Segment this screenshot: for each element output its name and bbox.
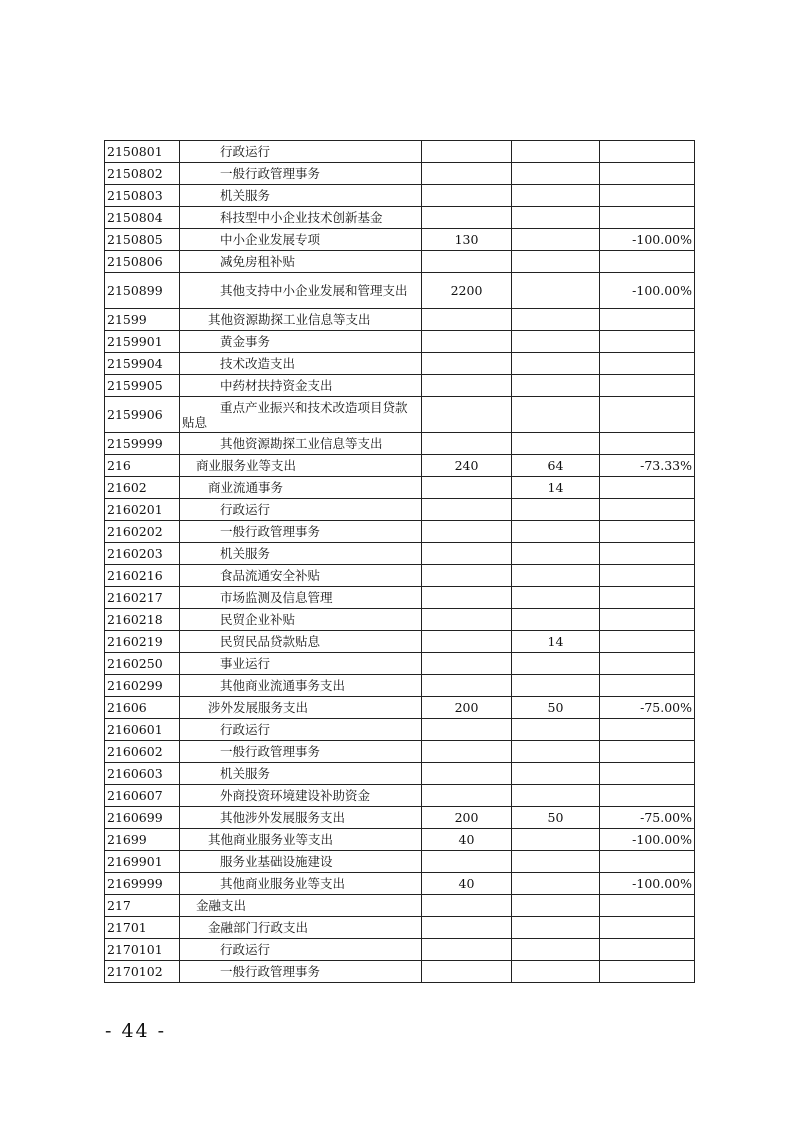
value-cell-2 <box>512 185 600 207</box>
budget-table <box>104 140 695 983</box>
value-cell-1: 130 <box>422 229 512 251</box>
value-cell-2 <box>512 331 600 353</box>
account-code-cell: 2160202 <box>105 521 180 543</box>
account-name-text: 民贸企业补贴 <box>220 612 296 627</box>
account-code-cell: 21606 <box>105 697 180 719</box>
account-name-cell <box>180 895 422 917</box>
account-name-cell <box>180 141 422 163</box>
account-name-cell <box>180 185 422 207</box>
account-name-cell <box>180 375 422 397</box>
change-percent-cell <box>600 961 695 983</box>
account-name-cell <box>180 851 422 873</box>
account-code-cell: 2160299 <box>105 675 180 697</box>
account-code-cell: 2150805 <box>105 229 180 251</box>
account-name-text: 商业流通事务 <box>208 480 284 495</box>
value-cell-1 <box>422 675 512 697</box>
value-cell-2 <box>512 763 600 785</box>
change-percent-cell: -75.00% <box>600 697 695 719</box>
account-name-text: 其他商业流通事务支出 <box>220 678 346 693</box>
table-row <box>105 499 695 521</box>
table-row <box>105 851 695 873</box>
account-name-text: 其他商业服务业等支出 <box>208 832 334 847</box>
value-cell-2 <box>512 675 600 697</box>
account-code-cell: 21602 <box>105 477 180 499</box>
account-code-cell: 2160607 <box>105 785 180 807</box>
value-cell-1 <box>422 653 512 675</box>
value-cell-1 <box>422 309 512 331</box>
change-percent-cell <box>600 939 695 961</box>
value-cell-1 <box>422 785 512 807</box>
value-cell-1 <box>422 763 512 785</box>
change-percent-cell <box>600 763 695 785</box>
value-cell-1 <box>422 141 512 163</box>
change-percent-cell <box>600 565 695 587</box>
table-row <box>105 587 695 609</box>
value-cell-2: 50 <box>512 697 600 719</box>
change-percent-cell <box>600 521 695 543</box>
account-name-cell <box>180 807 422 829</box>
value-cell-1 <box>422 609 512 631</box>
value-cell-2 <box>512 163 600 185</box>
change-percent-cell <box>600 207 695 229</box>
table-row <box>105 185 695 207</box>
account-code-cell: 2169999 <box>105 873 180 895</box>
account-code-cell: 2150801 <box>105 141 180 163</box>
table-row <box>105 375 695 397</box>
account-name-cell <box>180 653 422 675</box>
account-name-text: 机关服务 <box>220 766 271 781</box>
value-cell-2 <box>512 251 600 273</box>
table-row <box>105 353 695 375</box>
value-cell-1 <box>422 185 512 207</box>
account-name-cell <box>180 939 422 961</box>
account-name-text: 重点产业振兴和技术改造项目贷款贴息 <box>182 399 408 430</box>
value-cell-2 <box>512 653 600 675</box>
account-name-text: 一般行政管理事务 <box>220 524 321 539</box>
account-code-cell: 2169901 <box>105 851 180 873</box>
value-cell-2 <box>512 829 600 851</box>
table-row <box>105 939 695 961</box>
account-name-text: 中药材扶持资金支出 <box>220 378 333 393</box>
change-percent-cell <box>600 433 695 455</box>
value-cell-2: 14 <box>512 631 600 653</box>
account-code-cell: 2160217 <box>105 587 180 609</box>
table-row <box>105 163 695 185</box>
account-name-text: 商业服务业等支出 <box>196 458 297 473</box>
account-name-text: 机关服务 <box>220 546 271 561</box>
table-row <box>105 807 695 829</box>
account-name-text: 事业运行 <box>220 656 271 671</box>
account-code-cell: 2160250 <box>105 653 180 675</box>
account-name-cell <box>180 331 422 353</box>
account-name-cell <box>180 917 422 939</box>
account-code-cell: 21699 <box>105 829 180 851</box>
account-name-text: 金融支出 <box>196 898 247 913</box>
table-row <box>105 331 695 353</box>
table-body <box>105 141 695 983</box>
value-cell-2 <box>512 565 600 587</box>
value-cell-2 <box>512 741 600 763</box>
value-cell-2 <box>512 873 600 895</box>
account-name-cell <box>180 353 422 375</box>
account-code-cell: 21701 <box>105 917 180 939</box>
change-percent-cell <box>600 917 695 939</box>
page-number: - 44 - <box>105 1020 167 1042</box>
account-name-cell <box>180 477 422 499</box>
account-name-text: 减免房租补贴 <box>220 254 296 269</box>
value-cell-1: 200 <box>422 807 512 829</box>
table-row <box>105 455 695 477</box>
account-code-cell: 2170102 <box>105 961 180 983</box>
table-row <box>105 697 695 719</box>
account-code-cell: 2160216 <box>105 565 180 587</box>
account-code-cell: 2160218 <box>105 609 180 631</box>
account-name-cell <box>180 251 422 273</box>
account-code-cell: 2159906 <box>105 397 180 433</box>
account-name-text: 行政运行 <box>220 502 271 517</box>
change-percent-cell <box>600 499 695 521</box>
account-name-text: 市场监测及信息管理 <box>220 590 333 605</box>
table-row <box>105 763 695 785</box>
account-code-cell: 2159999 <box>105 433 180 455</box>
table-row <box>105 719 695 741</box>
value-cell-1 <box>422 543 512 565</box>
change-percent-cell <box>600 397 695 433</box>
change-percent-cell <box>600 719 695 741</box>
account-name-text: 外商投资环境建设补助资金 <box>220 788 371 803</box>
value-cell-1 <box>422 719 512 741</box>
value-cell-2 <box>512 521 600 543</box>
account-name-text: 其他支持中小企业发展和管理支出 <box>220 283 408 298</box>
change-percent-cell <box>600 309 695 331</box>
value-cell-2: 64 <box>512 455 600 477</box>
value-cell-1 <box>422 917 512 939</box>
account-code-cell: 2159901 <box>105 331 180 353</box>
account-name-cell <box>180 631 422 653</box>
account-name-text: 服务业基础设施建设 <box>220 854 333 869</box>
account-name-cell <box>180 433 422 455</box>
table-row <box>105 785 695 807</box>
account-name-cell <box>180 229 422 251</box>
account-code-cell: 2150803 <box>105 185 180 207</box>
value-cell-2 <box>512 207 600 229</box>
account-code-cell: 2159904 <box>105 353 180 375</box>
value-cell-2 <box>512 273 600 309</box>
account-name-cell <box>180 521 422 543</box>
value-cell-1 <box>422 251 512 273</box>
value-cell-1 <box>422 433 512 455</box>
table-row <box>105 273 695 309</box>
change-percent-cell <box>600 163 695 185</box>
table-row <box>105 477 695 499</box>
value-cell-2: 14 <box>512 477 600 499</box>
account-name-text: 民贸民品贷款贴息 <box>220 634 321 649</box>
account-code-cell: 2159905 <box>105 375 180 397</box>
change-percent-cell <box>600 331 695 353</box>
value-cell-1: 240 <box>422 455 512 477</box>
account-name-text: 涉外发展服务支出 <box>208 700 309 715</box>
account-code-cell: 2160602 <box>105 741 180 763</box>
table-row <box>105 653 695 675</box>
account-name-cell <box>180 543 422 565</box>
table-row <box>105 609 695 631</box>
value-cell-1 <box>422 939 512 961</box>
account-name-cell <box>180 785 422 807</box>
value-cell-2 <box>512 939 600 961</box>
account-name-text: 机关服务 <box>220 188 271 203</box>
change-percent-cell <box>600 375 695 397</box>
value-cell-2 <box>512 961 600 983</box>
change-percent-cell: -100.00% <box>600 229 695 251</box>
table-row <box>105 207 695 229</box>
table-row <box>105 397 695 433</box>
account-name-cell <box>180 719 422 741</box>
value-cell-1 <box>422 331 512 353</box>
value-cell-1 <box>422 353 512 375</box>
change-percent-cell <box>600 353 695 375</box>
table-row <box>105 741 695 763</box>
account-name-text: 一般行政管理事务 <box>220 166 321 181</box>
account-name-cell <box>180 565 422 587</box>
account-name-text: 黄金事务 <box>220 334 271 349</box>
account-name-text: 其他商业服务业等支出 <box>220 876 346 891</box>
table-row <box>105 895 695 917</box>
value-cell-1 <box>422 499 512 521</box>
value-cell-2 <box>512 543 600 565</box>
value-cell-2 <box>512 785 600 807</box>
table-row <box>105 521 695 543</box>
account-name-cell <box>180 163 422 185</box>
change-percent-cell <box>600 185 695 207</box>
account-name-cell <box>180 587 422 609</box>
table-row <box>105 917 695 939</box>
account-name-text: 中小企业发展专项 <box>220 232 321 247</box>
account-code-cell: 217 <box>105 895 180 917</box>
value-cell-2 <box>512 353 600 375</box>
account-code-cell: 2160601 <box>105 719 180 741</box>
change-percent-cell <box>600 609 695 631</box>
value-cell-1 <box>422 961 512 983</box>
change-percent-cell: -75.00% <box>600 807 695 829</box>
value-cell-2 <box>512 397 600 433</box>
change-percent-cell <box>600 653 695 675</box>
value-cell-1 <box>422 163 512 185</box>
value-cell-1 <box>422 851 512 873</box>
value-cell-1: 40 <box>422 829 512 851</box>
account-name-text: 其他涉外发展服务支出 <box>220 810 346 825</box>
account-name-cell <box>180 309 422 331</box>
change-percent-cell <box>600 895 695 917</box>
table-row <box>105 675 695 697</box>
change-percent-cell: -100.00% <box>600 829 695 851</box>
account-code-cell: 2170101 <box>105 939 180 961</box>
change-percent-cell <box>600 587 695 609</box>
account-name-cell <box>180 741 422 763</box>
account-name-cell <box>180 873 422 895</box>
value-cell-2 <box>512 895 600 917</box>
change-percent-cell: -100.00% <box>600 873 695 895</box>
value-cell-1 <box>422 587 512 609</box>
table-row <box>105 631 695 653</box>
table-row <box>105 251 695 273</box>
account-name-text: 科技型中小企业技术创新基金 <box>220 210 383 225</box>
change-percent-cell <box>600 477 695 499</box>
change-percent-cell <box>600 543 695 565</box>
change-percent-cell <box>600 741 695 763</box>
change-percent-cell <box>600 785 695 807</box>
account-code-cell: 2160603 <box>105 763 180 785</box>
account-code-cell: 2150806 <box>105 251 180 273</box>
value-cell-2 <box>512 851 600 873</box>
account-code-cell: 2160219 <box>105 631 180 653</box>
account-name-cell <box>180 207 422 229</box>
account-code-cell: 2150804 <box>105 207 180 229</box>
account-name-text: 一般行政管理事务 <box>220 964 321 979</box>
account-code-cell: 2160201 <box>105 499 180 521</box>
value-cell-2 <box>512 433 600 455</box>
account-name-cell <box>180 697 422 719</box>
value-cell-1 <box>422 207 512 229</box>
value-cell-2 <box>512 375 600 397</box>
table-row <box>105 309 695 331</box>
account-code-cell: 2150899 <box>105 273 180 309</box>
value-cell-1 <box>422 397 512 433</box>
value-cell-2 <box>512 917 600 939</box>
value-cell-1 <box>422 521 512 543</box>
value-cell-1: 200 <box>422 697 512 719</box>
table-row <box>105 961 695 983</box>
account-code-cell: 2160699 <box>105 807 180 829</box>
account-name-cell <box>180 455 422 477</box>
value-cell-2 <box>512 499 600 521</box>
value-cell-1 <box>422 741 512 763</box>
account-name-cell <box>180 829 422 851</box>
value-cell-1 <box>422 565 512 587</box>
account-name-cell <box>180 675 422 697</box>
account-name-text: 技术改造支出 <box>220 356 296 371</box>
table-row <box>105 433 695 455</box>
change-percent-cell <box>600 675 695 697</box>
account-name-text: 其他资源勘探工业信息等支出 <box>208 312 371 327</box>
account-name-cell <box>180 499 422 521</box>
table-row <box>105 829 695 851</box>
value-cell-2 <box>512 229 600 251</box>
change-percent-cell <box>600 141 695 163</box>
account-name-text: 行政运行 <box>220 942 271 957</box>
table-row <box>105 565 695 587</box>
account-name-text: 金融部门行政支出 <box>208 920 309 935</box>
account-name-cell <box>180 397 422 433</box>
value-cell-1 <box>422 375 512 397</box>
account-code-cell: 2160203 <box>105 543 180 565</box>
value-cell-1: 40 <box>422 873 512 895</box>
table-row <box>105 229 695 251</box>
account-name-text: 一般行政管理事务 <box>220 744 321 759</box>
value-cell-2 <box>512 719 600 741</box>
value-cell-1 <box>422 895 512 917</box>
change-percent-cell <box>600 251 695 273</box>
account-name-cell <box>180 273 422 309</box>
account-name-cell <box>180 763 422 785</box>
account-name-text: 行政运行 <box>220 144 271 159</box>
account-name-text: 其他资源勘探工业信息等支出 <box>220 436 383 451</box>
table-row <box>105 873 695 895</box>
table-row <box>105 543 695 565</box>
value-cell-2: 50 <box>512 807 600 829</box>
account-name-cell <box>180 609 422 631</box>
account-code-cell: 21599 <box>105 309 180 331</box>
account-name-text: 食品流通安全补贴 <box>220 568 321 583</box>
table-row <box>105 141 695 163</box>
change-percent-cell <box>600 631 695 653</box>
value-cell-2 <box>512 587 600 609</box>
change-percent-cell <box>600 851 695 873</box>
change-percent-cell: -100.00% <box>600 273 695 309</box>
value-cell-1: 2200 <box>422 273 512 309</box>
value-cell-2 <box>512 309 600 331</box>
value-cell-2 <box>512 141 600 163</box>
account-name-cell <box>180 961 422 983</box>
value-cell-1 <box>422 631 512 653</box>
value-cell-2 <box>512 609 600 631</box>
account-name-text: 行政运行 <box>220 722 271 737</box>
value-cell-1 <box>422 477 512 499</box>
account-code-cell: 2150802 <box>105 163 180 185</box>
change-percent-cell: -73.33% <box>600 455 695 477</box>
account-code-cell: 216 <box>105 455 180 477</box>
